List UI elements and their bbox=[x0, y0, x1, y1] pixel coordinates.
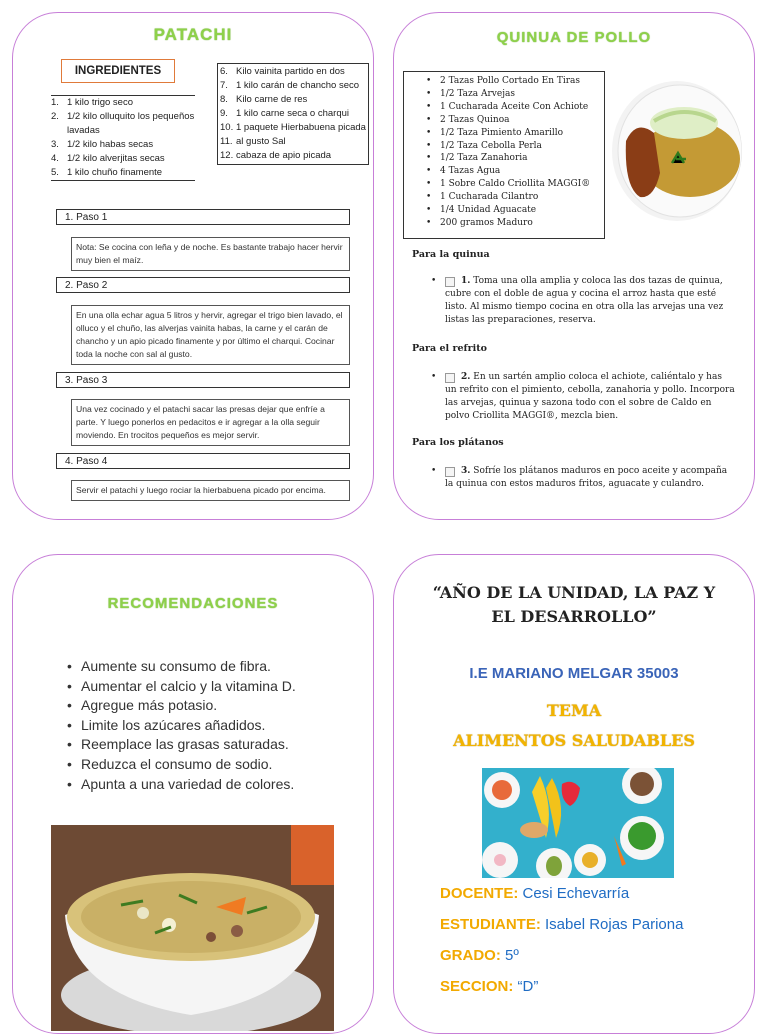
ingredient-number: 1. bbox=[51, 97, 59, 108]
field-label: DOCENTE: bbox=[440, 885, 519, 902]
field-value: 5º bbox=[505, 947, 519, 964]
ingredient-item bbox=[220, 121, 366, 135]
ingredient-item bbox=[51, 152, 195, 166]
step-note: En una olla echar agua 5 litros y hervir, agregar el trigo bien lavado, el olluco y el chuño, las alverjas vainita habas, la carne y el carán de chancho y un apio picado finamente y por último el charqui. Cocinar toda la noche con sal al gusto. bbox=[71, 305, 350, 365]
ingredient-item bbox=[51, 138, 195, 152]
year-motto-line2: EL DESARROLLO” bbox=[491, 607, 657, 626]
soup-photo bbox=[51, 825, 334, 1031]
ingredient-item bbox=[220, 135, 366, 149]
checkbox-icon[interactable] bbox=[445, 277, 455, 287]
field-label: SECCION: bbox=[440, 978, 514, 995]
recomendaciones-title: RECOMENDACIONES bbox=[107, 595, 279, 612]
ingredient-text: cabaza de apio picada bbox=[236, 150, 332, 161]
section-heading: Para los plátanos bbox=[412, 437, 504, 448]
ingredient-text: 1/2 kilo habas secas bbox=[67, 139, 154, 150]
year-motto-line1: “AÑO DE LA UNIDAD, LA PAZ Y bbox=[432, 583, 716, 602]
ingredient-text: 1 paquete Hierbabuena picada bbox=[236, 122, 366, 133]
field-value: Cesi Echevarría bbox=[522, 885, 630, 902]
ingredient-item bbox=[51, 96, 195, 110]
ingredient-number: 11. bbox=[220, 136, 233, 147]
ingredient-text: 1/2 kilo alverjitas secas bbox=[67, 153, 165, 164]
field-value: Isabel Rojas Pariona bbox=[545, 916, 684, 933]
step-text: Toma una olla amplia y coloca las dos tazas de quinua, cubre con el doble de agua y cocina el arroz hasta que esté listo. Al mismo tiempo cocina en otra olla las arvejas una vez listas las preparaciones, reserva. bbox=[445, 276, 724, 325]
ingredient-text: 1 kilo carán de chancho seco bbox=[236, 80, 360, 91]
ingredient-number: 12. bbox=[220, 150, 234, 161]
recommendations-list bbox=[67, 657, 296, 794]
ingredient-item bbox=[51, 110, 195, 138]
quinua-ingredient: • 4 Tazas Agua bbox=[426, 165, 600, 178]
quinua-ingredient: • 1 Cucharada Aceite Con Achiote bbox=[426, 101, 600, 114]
ingredient-number: 7. bbox=[220, 80, 228, 91]
quinua-ingredient: • 1 Cucharada Cilantro bbox=[426, 191, 600, 204]
quinua-title: QUINUA DE POLLO bbox=[496, 29, 652, 46]
year-motto bbox=[394, 581, 754, 629]
bullet: • bbox=[431, 466, 437, 476]
ingredient-item bbox=[220, 107, 366, 121]
ingredients-list-right bbox=[217, 63, 369, 165]
step-label: 1. Paso 1 bbox=[56, 209, 350, 225]
cover-field-row bbox=[440, 885, 629, 902]
ingredient-number: 5. bbox=[51, 167, 59, 178]
quinua-ingredients-list bbox=[408, 75, 600, 230]
ingredient-item bbox=[220, 79, 366, 93]
step-number: 2. bbox=[461, 372, 471, 382]
bullet: • bbox=[431, 372, 437, 382]
quinua-ingredient: • 1/2 Taza Zanahoria bbox=[426, 152, 600, 165]
school-name: I.E MARIANO MELGAR 35003 bbox=[469, 665, 679, 682]
recommendation-item: • Reemplace las grasas saturadas. bbox=[67, 735, 296, 755]
quinua-ingredient: • 2 Tazas Quinoa bbox=[426, 114, 600, 127]
bullet: • bbox=[431, 276, 437, 286]
ingredient-item bbox=[220, 65, 366, 79]
section-paragraph bbox=[431, 371, 735, 423]
step-text: En un sartén amplio coloca el achiote, caliéntalo y has un refrito con el pimiento, cebolla, zanahoria y pollo. Incorpora las arvejas, quinua y sazona todo con el sobre de Caldo en polvo Criollita MAGGI®, mezcla bien. bbox=[445, 372, 735, 421]
section-paragraph bbox=[431, 275, 735, 327]
step-number: 3. bbox=[461, 466, 471, 476]
field-label: ESTUDIANTE: bbox=[440, 916, 541, 933]
step-number: 1. bbox=[461, 276, 471, 286]
cover-field-row bbox=[440, 947, 519, 964]
ingredient-text: 1 kilo trigo seco bbox=[67, 97, 134, 108]
ingredient-item bbox=[220, 93, 366, 107]
ingredients-list-left bbox=[51, 95, 195, 181]
step-text: Sofríe los plátanos maduros en poco aceite y acompaña la quinua con estos maduros fritos, aguacate y culandro. bbox=[445, 466, 728, 489]
quinua-ingredients-box bbox=[403, 71, 605, 239]
step-label: 2. Paso 2 bbox=[56, 277, 350, 293]
quinua-photo bbox=[612, 81, 742, 221]
quinua-ingredient: • 1/4 Unidad Aguacate bbox=[426, 204, 600, 217]
recommendation-item: • Agregue más potasio. bbox=[67, 696, 296, 716]
quinua-ingredient: • 1/2 Taza Cebolla Perla bbox=[426, 140, 600, 153]
step-note: Nota: Se cocina con leña y de noche. Es bastante trabajo hacer hervir muy bien el maíz. bbox=[71, 237, 350, 271]
ingredient-number: 4. bbox=[51, 153, 59, 164]
section-paragraph bbox=[431, 465, 735, 491]
quinua-ingredient: • 1/2 Taza Pimiento Amarillo bbox=[426, 127, 600, 140]
recommendation-item: • Apunta a una variedad de colores. bbox=[67, 775, 296, 795]
patachi-panel bbox=[12, 12, 374, 520]
ingredients-header: INGREDIENTES bbox=[61, 59, 175, 83]
recommendation-item: • Aumente su consumo de fibra. bbox=[67, 657, 296, 677]
ingredient-item bbox=[220, 149, 366, 163]
recomendaciones-panel bbox=[12, 554, 374, 1034]
ingredient-number: 2. bbox=[51, 111, 59, 122]
step-note: Una vez cocinado y el patachi sacar las presas dejar que enfríe a parte. Y luego ponerlos en pedacitos e ir agregar a la olla seguir moviendo. En trocitos pequeños es mejor servir. bbox=[71, 399, 350, 446]
recommendation-item: • Limite los azúcares añadidos. bbox=[67, 716, 296, 736]
ingredient-number: 10. bbox=[220, 122, 234, 133]
topic-title: ALIMENTOS SALUDABLES bbox=[453, 731, 695, 750]
ingredient-number: 6. bbox=[220, 66, 228, 77]
checkbox-icon[interactable] bbox=[445, 467, 455, 477]
patachi-title: PATACHI bbox=[153, 25, 233, 44]
field-label: GRADO: bbox=[440, 947, 501, 964]
ingredient-number: 9. bbox=[220, 108, 228, 119]
ingredient-item bbox=[51, 166, 195, 180]
ingredient-text: Kilo vainita partido en dos bbox=[236, 66, 345, 77]
ingredient-text: 1 kilo carne seca o charqui bbox=[236, 108, 350, 119]
quinua-ingredient: • 200 gramos Maduro bbox=[426, 217, 600, 230]
quinua-panel bbox=[393, 12, 755, 520]
recommendation-item: • Reduzca el consumo de sodio. bbox=[67, 755, 296, 775]
ingredient-text: 1 kilo chuño finamente bbox=[67, 167, 163, 178]
ingredient-number: 3. bbox=[51, 139, 59, 150]
quinua-ingredient: • 1/2 Taza Arvejas bbox=[426, 88, 600, 101]
recommendation-item: • Aumentar el calcio y la vitamina D. bbox=[67, 677, 296, 697]
section-heading: Para el refrito bbox=[412, 343, 487, 354]
cover-field-row bbox=[440, 916, 683, 933]
cover-field-row bbox=[440, 978, 538, 995]
section-heading: Para la quinua bbox=[412, 249, 490, 260]
checkbox-icon[interactable] bbox=[445, 373, 455, 383]
ingredient-number: 8. bbox=[220, 94, 228, 105]
step-label: 4. Paso 4 bbox=[56, 453, 350, 469]
ingredient-text: Kilo carne de res bbox=[236, 94, 308, 105]
quinua-ingredient: • 2 Tazas Pollo Cortado En Tiras bbox=[426, 75, 600, 88]
tema-label: TEMA bbox=[546, 701, 602, 720]
step-note: Servir el patachi y luego rociar la hierbabuena picado por encima. bbox=[71, 480, 350, 501]
healthy-food-illustration bbox=[482, 768, 674, 878]
cover-panel bbox=[393, 554, 755, 1034]
field-value: “D” bbox=[517, 978, 539, 995]
step-label: 3. Paso 3 bbox=[56, 372, 350, 388]
ingredient-text: 1/2 kilo olluquito los pequeños lavadas bbox=[67, 111, 195, 136]
ingredient-text: al gusto Sal bbox=[236, 136, 286, 147]
quinua-ingredient: • 1 Sobre Caldo Criollita MAGGI® bbox=[426, 178, 600, 191]
